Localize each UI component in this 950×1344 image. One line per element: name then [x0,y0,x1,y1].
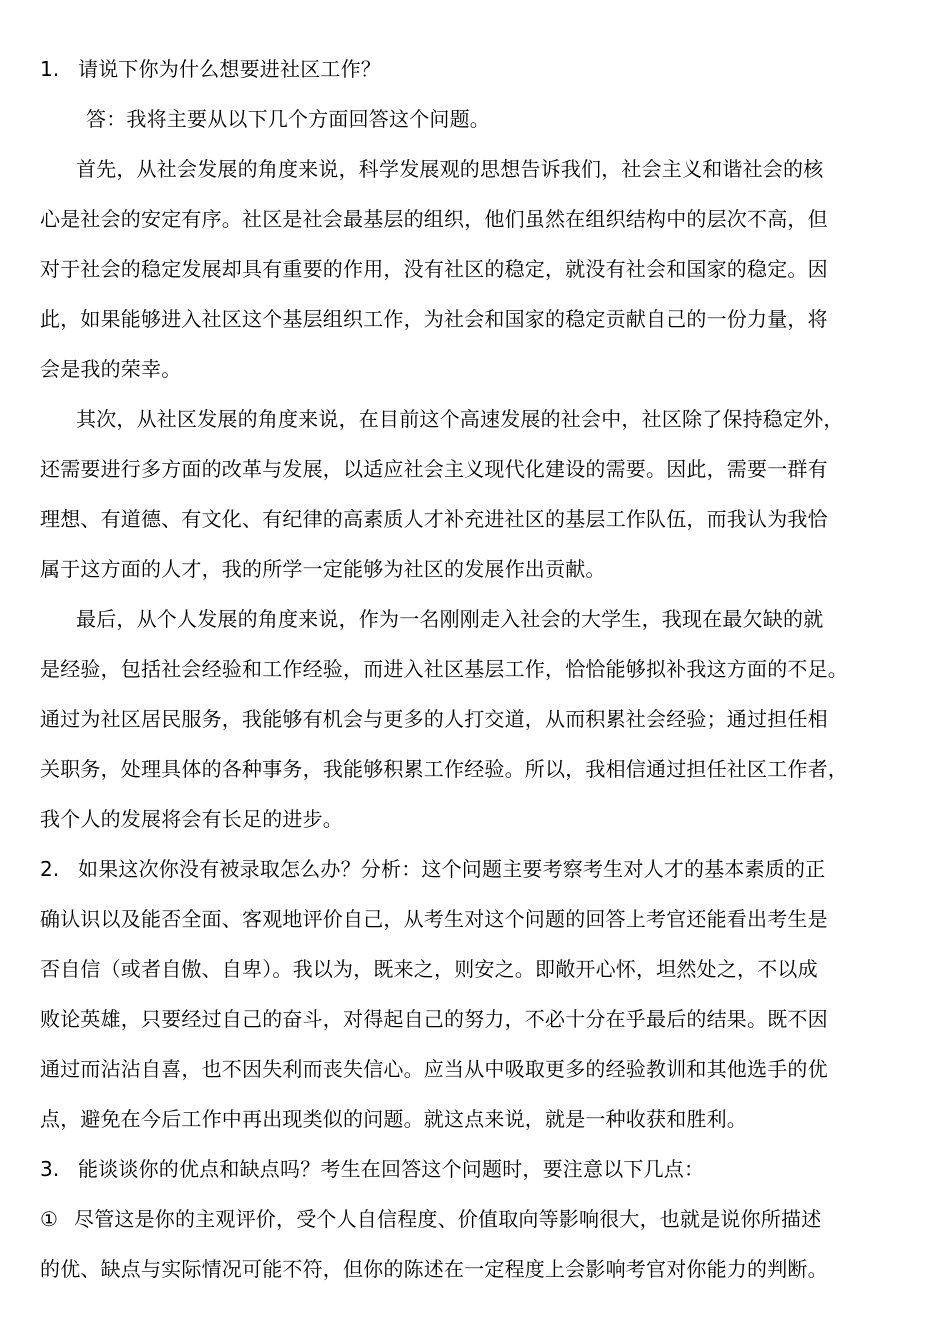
answer-1-intro: 答：我将主要从以下几个方面回答这个问题。 [86,107,490,131]
paragraph-line: 理想、有道德、有文化、有纪律的高素质人才补充进社区的基层工作队伍，而我认为我恰 [40,507,828,531]
point-1-marker: ① [40,1207,59,1231]
paragraph-line: 还需要进行多方面的改革与发展，以适应社会主义现代化建设的需要。因此，需要一群有 [40,457,828,481]
question-1-text: 请说下你为什么想要进社区工作？ [78,57,381,81]
question-2-text: 如果这次你没有被录取怎么办？分析：这个问题主要考察考生对人才的基本素质的正 [78,857,826,881]
paragraph-line: 点，避免在今后工作中再出现类似的问题。就这点来说，就是一种收获和胜利。 [40,1107,747,1131]
point-1 [40,1206,821,1232]
paragraph-line: 心是社会的安定有序。社区是社会最基层的组织，他们虽然在组织结构中的层次不高，但 [40,207,828,231]
question-2-number: 2. [40,857,60,881]
paragraph-line: 通过而沾沾自喜，也不因失利而丧失信心。应当从中吸取更多的经验教训和其他选手的优 [40,1057,828,1081]
paragraph-line: 此，如果能够进入社区这个基层组织工作，为社会和国家的稳定贡献自己的一份力量，将 [40,307,828,331]
paragraph-line: 否自信（或者自傲、自卑）。我以为，既来之，则安之。即敞开心怀，坦然处之，不以成 [40,957,818,981]
paragraph-line: 首先，从社会发展的角度来说，科学发展观的思想告诉我们，社会主义和谐社会的核 [76,157,824,181]
question-1 [40,56,381,82]
paragraph-line: 其次，从社区发展的角度来说，在目前这个高速发展的社会中，社区除了保持稳定外， [76,407,844,431]
question-3 [40,1156,704,1182]
paragraph-line: 确认识以及能否全面、客观地评价自己，从考生对这个问题的回答上考官还能看出考生是 [40,907,828,931]
paragraph-line: 属于这方面的人才，我的所学一定能够为社区的发展作出贡献。 [40,557,606,581]
question-2 [40,856,825,882]
paragraph-line: 对于社会的稳定发展却具有重要的作用，没有社区的稳定，就没有社会和国家的稳定。因 [40,257,828,281]
paragraph-line: 败论英雄，只要经过自己的奋斗，对得起自己的努力，不必十分在乎最后的结果。既不因 [40,1007,828,1031]
paragraph-line: 关职务，处理具体的各种事务，我能够积累工作经验。所以，我相信通过担任社区工作者， [40,757,848,781]
paragraph-line: 的优、缺点与实际情况可能不符，但你的陈述在一定程度上会影响考官对你能力的判断。 [40,1257,828,1281]
question-3-number: 3. [40,1157,60,1181]
point-1-text: 尽管这是你的主观评价，受个人自信程度、价值取向等影响很大，也就是说你所描述 [74,1207,822,1231]
paragraph-line: 我个人的发展将会有长足的进步。 [40,807,343,831]
question-3-text: 能谈谈你的优点和缺点吗？考生在回答这个问题时，要注意以下几点： [78,1157,705,1181]
paragraph-line: 通过为社区居民服务，我能够有机会与更多的人打交道，从而积累社会经验；通过担任相 [40,707,828,731]
paragraph-line: 最后，从个人发展的角度来说，作为一名刚刚走入社会的大学生，我现在最欠缺的就 [76,607,824,631]
paragraph-line: 会是我的荣幸。 [40,357,182,381]
question-1-number: 1. [40,57,60,81]
paragraph-line: 是经验，包括社会经验和工作经验，而进入社区基层工作，恰恰能够拟补我这方面的不足。 [40,657,848,681]
